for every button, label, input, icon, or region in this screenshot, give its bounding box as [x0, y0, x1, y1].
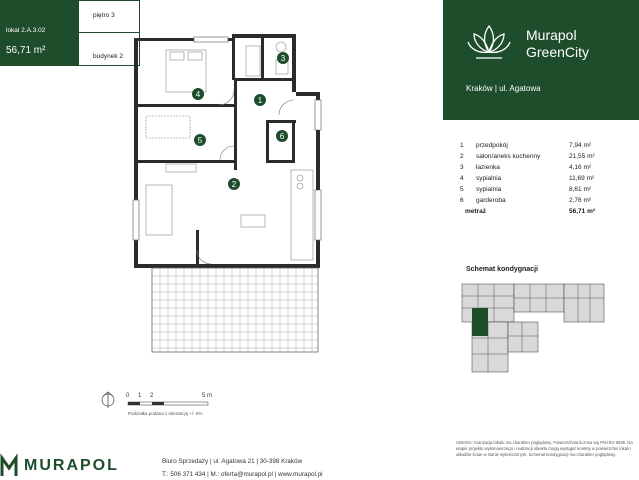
scale-bar: [100, 382, 230, 412]
floor-schematic: [458, 278, 628, 378]
room-row: [454, 195, 629, 206]
footer-brand: MURAPOL: [24, 457, 119, 474]
room-list: [454, 140, 629, 217]
brand-line1: Murapol: [526, 27, 577, 43]
brand-panel: [443, 0, 639, 120]
footer-address: [162, 455, 323, 480]
unit-number: lokal 2.A.3.02: [6, 27, 46, 34]
unit-area: 56,71 m²: [6, 45, 46, 56]
room-number: 6: [460, 197, 464, 204]
room-row: [454, 173, 629, 184]
room-area: 8,61 m²: [569, 186, 592, 193]
building-label: budynek 2: [93, 53, 123, 60]
room-label-5: 5: [197, 136, 203, 145]
room-area: 2,76 m²: [569, 197, 592, 204]
room-number: 4: [460, 175, 464, 182]
room-label-3: 3: [280, 54, 286, 63]
room-area: 4,16 m²: [569, 164, 592, 171]
room-row: [454, 184, 629, 195]
room-name: sypialnia: [476, 175, 502, 182]
room-name: łazienka: [476, 164, 500, 171]
room-label-4: 4: [195, 90, 201, 99]
brand-line2: GreenCity: [526, 44, 590, 60]
flower-logo-icon: [466, 22, 512, 64]
scale-tick-5: 5 m: [202, 393, 213, 399]
footer-line2: T.: 506 371 434 | M.: oferta@murapol.pl | www.murapol.pl: [162, 471, 323, 478]
footer-line1: Biuro Sprzedaży | ul. Agatowa 21 | 30-398 Kraków: [162, 458, 303, 465]
room-row: [454, 162, 629, 173]
unit-info-green: [1, 1, 79, 65]
room-label-2: 2: [231, 180, 237, 189]
scale-tick-1: 1: [138, 393, 142, 399]
total-area: 56,71 m²: [569, 208, 596, 215]
total-label: metraż: [465, 208, 486, 215]
scale-tick-2: 2: [150, 393, 154, 399]
unit-info-box: [0, 0, 140, 66]
room-number: 3: [460, 164, 464, 171]
brand-location: Kraków | ul. Agatowa: [466, 84, 541, 93]
scale-tolerance-note: Podziałka podana z tolerancją +/- 5%: [128, 411, 203, 416]
schematic-title: Schemat kondygnacji: [466, 266, 538, 273]
room-name: garderoba: [476, 197, 506, 204]
room-area: 21,55 m²: [569, 153, 595, 160]
floor-plan: [126, 20, 330, 355]
disclaimer-note: UWAGA: Aranżacja lokalu ma charakter poglądowy. Powierzchnia liczona wg PN-ISO 9836. Na etapie projektu wykonawczego i realizacji obiektu mogą wystąpić korekty w powierzchni lokali i układzie ścian w stanie wykończonym. Schemat kondygnacji ma charakter poglądowy.: [456, 440, 633, 457]
room-row: [454, 151, 629, 162]
room-name: przedpokój: [476, 142, 508, 149]
scale-tick-0: 0: [126, 393, 130, 399]
floor-label: piętro 3: [79, 1, 140, 33]
room-row: [454, 140, 629, 151]
room-number: 1: [460, 142, 464, 149]
room-number: 5: [460, 186, 464, 193]
brand-name: [526, 27, 589, 61]
room-label-1: 1: [257, 96, 263, 105]
room-total-row: [454, 206, 629, 217]
room-name: salon/aneks kuchenny: [476, 153, 541, 160]
room-number: 2: [460, 153, 464, 160]
room-name: sypialnia: [476, 186, 502, 193]
room-label-6: 6: [279, 132, 285, 141]
room-area: 11,69 m²: [569, 175, 595, 182]
room-area: 7,94 m²: [569, 142, 592, 149]
